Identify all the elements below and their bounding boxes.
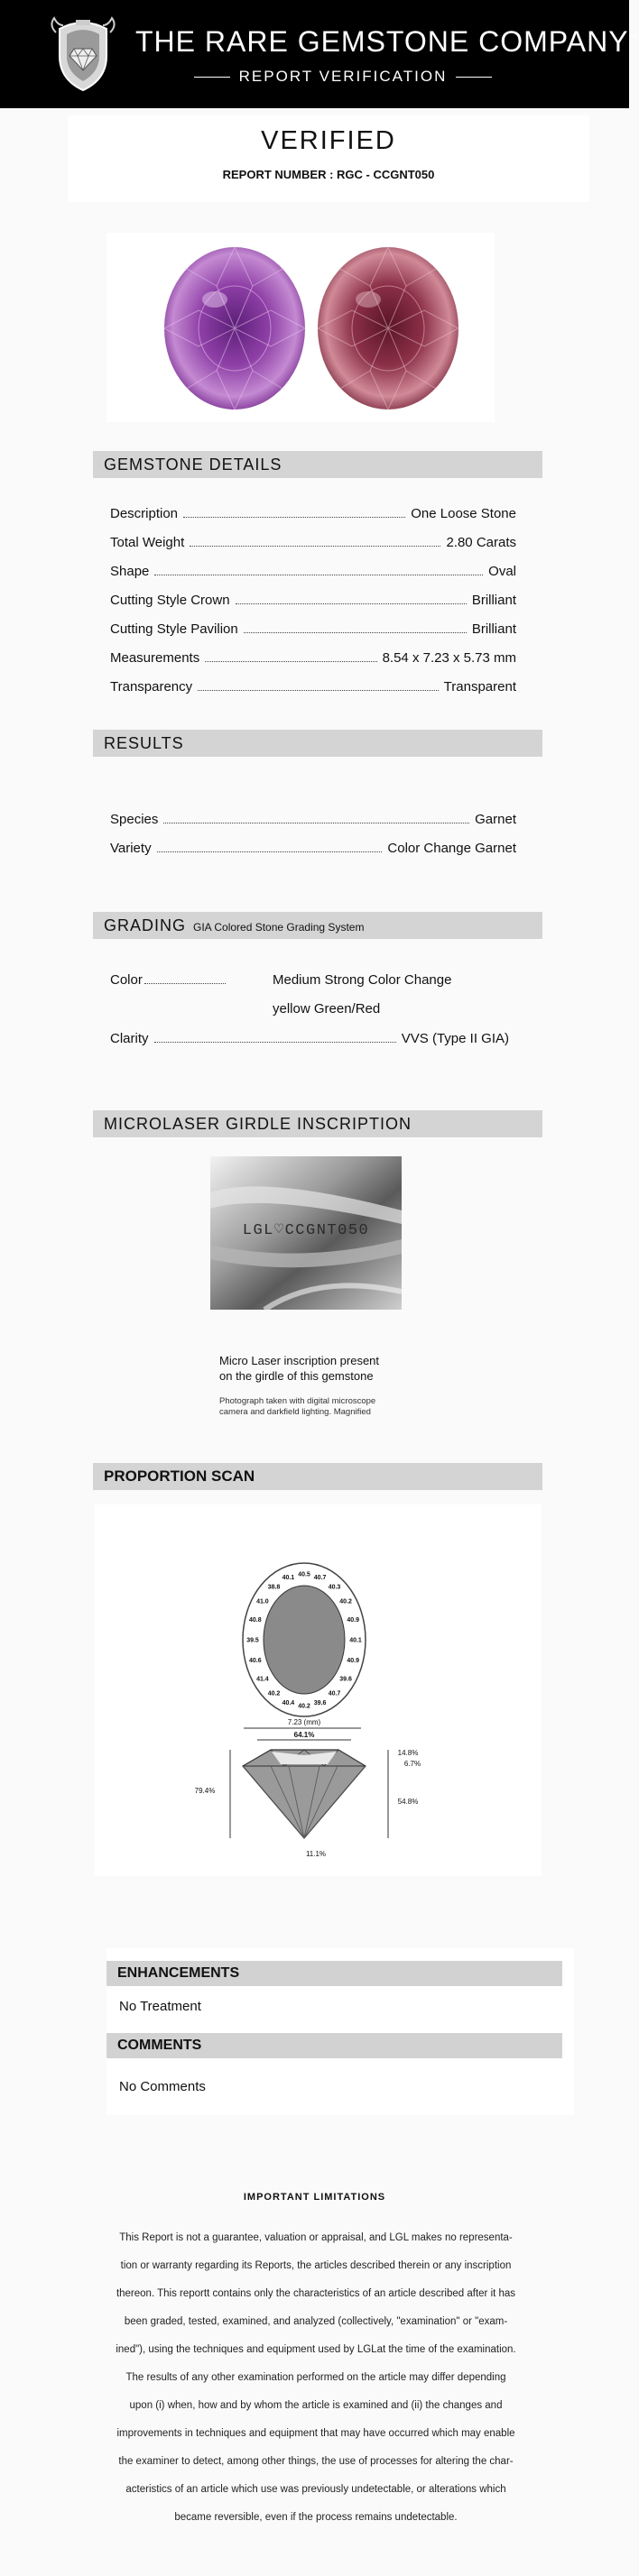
limitations-title: IMPORTANT LIMITATIONS	[243, 2192, 386, 2203]
ring-measurement-label: 40.2	[298, 1703, 310, 1710]
note-line: Photograph taken with digital microscope	[219, 1396, 376, 1406]
result-row-variety	[110, 838, 516, 856]
gemstone-photos	[106, 233, 495, 422]
subtitle-text: REPORT VERIFICATION	[238, 68, 448, 85]
ring-measurement-label: 39.6	[339, 1676, 352, 1683]
ring-measurement-label: 40.8	[248, 1616, 262, 1624]
result-label: Species	[110, 812, 159, 827]
detail-value: Oval	[488, 564, 516, 579]
verified-status: VERIFIED	[261, 126, 396, 155]
caption-line: Micro Laser inscription present	[219, 1354, 380, 1367]
proportion-scan-card	[95, 1504, 542, 1876]
detail-value: One Loose Stone	[411, 506, 516, 521]
divider-right	[456, 77, 492, 78]
microlaser-caption	[219, 1353, 379, 1384]
detail-label: Description	[110, 506, 179, 521]
microlaser-inscription-photo	[210, 1156, 402, 1310]
detail-value: Brilliant	[471, 621, 516, 637]
comments-text: No Comments	[119, 2079, 206, 2094]
detail-row-description	[110, 503, 516, 521]
ring-measurement-label: 39.5	[246, 1637, 259, 1644]
note-line: camera and darkfield lighting. Magnified	[219, 1407, 371, 1417]
report-header	[0, 0, 639, 108]
results-header: RESULTS	[93, 730, 542, 757]
ring-measurement-label: 40.1	[282, 1575, 295, 1582]
detail-row-cutting-style-crown	[110, 590, 516, 608]
microlaser-photo-note	[219, 1396, 375, 1418]
side-view-diagram	[230, 1728, 388, 1838]
limitations-line: The results of any other examination performed on the article may differ depending	[125, 2372, 506, 2383]
trademark-symbol: ™	[628, 33, 639, 44]
detail-label: Cutting Style Pavilion	[110, 621, 238, 637]
grading-color-label	[110, 972, 226, 988]
result-value: Color Change Garnet	[387, 841, 516, 856]
detail-label: Cutting Style Crown	[110, 593, 230, 608]
grading-subtitle: GIA Colored Stone Grading System	[193, 921, 365, 934]
detail-value: 2.80 Carats	[446, 535, 516, 550]
ring-measurement-label: 40.4	[282, 1699, 295, 1707]
enhancements-comments-card	[106, 1948, 574, 2115]
dot-leader	[236, 603, 467, 604]
ring-measurement-label: 40.5	[298, 1571, 310, 1578]
grading-row-clarity	[110, 1028, 509, 1046]
dot-leader	[198, 690, 439, 691]
company-name-text: THE RARE GEMSTONE COMPANY	[135, 25, 629, 58]
detail-value: Brilliant	[471, 593, 516, 608]
ring-measurement-label: 39.6	[313, 1699, 327, 1707]
ring-measurement-label: 40.2	[339, 1598, 352, 1605]
detail-label: Transparency	[110, 679, 193, 695]
detail-value: Transparent	[443, 679, 516, 695]
detail-label: Measurements	[110, 650, 200, 666]
dot-leader	[154, 1042, 396, 1043]
result-label: Variety	[110, 841, 152, 856]
culet-percent: 11.1%	[305, 1850, 327, 1858]
ring-measurement-label: 41.4	[256, 1676, 269, 1683]
enhancements-text: No Treatment	[119, 1999, 201, 2014]
detail-row-cutting-style-pavilion	[110, 619, 516, 637]
grading-label: Clarity	[110, 1031, 149, 1046]
limitations-line: ined"), using the techniques and equipment used by LGLat the time of the examination.	[116, 2344, 516, 2355]
proportion-diagram	[95, 1504, 542, 1876]
limitations-line: This Report is not a guarantee, valuation or appraisal, and LGL makes no representa-	[119, 2232, 513, 2243]
ring-measurement-label: 40.6	[248, 1658, 262, 1665]
company-name	[135, 25, 639, 59]
table-percent: 64.1%	[293, 1731, 315, 1739]
dot-leader	[144, 983, 226, 984]
pavilion-depth-percent: 54.8%	[397, 1798, 419, 1806]
ring-measurement-label: 41.0	[256, 1598, 269, 1605]
detail-value: 8.54 x 7.23 x 5.73 mm	[382, 650, 516, 666]
grading-color-value-line1: Medium Strong Color Change	[273, 972, 452, 988]
ring-measurement-label: 40.9	[347, 1616, 360, 1624]
crown-height-percent: 14.8%	[397, 1749, 419, 1757]
caption-line: on the girdle of this gemstone	[219, 1369, 374, 1383]
dot-leader	[183, 517, 405, 518]
ring-measurement-label: 40.7	[313, 1575, 327, 1582]
ring-measurement-label: 38.8	[267, 1584, 281, 1591]
width-label: 7.23 (mm)	[287, 1718, 321, 1726]
report-verification-subtitle	[194, 68, 492, 86]
inscription-text: LGL♡CCGNT050	[242, 1222, 370, 1239]
top-view-diagram	[243, 1563, 366, 1716]
result-value: Garnet	[475, 812, 516, 827]
microlaser-header: MICROLASER GIRDLE INSCRIPTION	[93, 1110, 542, 1137]
report-number: REPORT NUMBER : RGC - CCGNT050	[222, 168, 435, 181]
ring-measurement-label: 40.9	[347, 1658, 360, 1665]
enhancements-header: ENHANCEMENTS	[106, 1961, 562, 1986]
gemstone-details-header: GEMSTONE DETAILS	[93, 451, 542, 478]
grading-header	[93, 912, 542, 939]
crown-sub-percent: 6.7%	[403, 1760, 421, 1768]
detail-row-shape	[110, 561, 516, 579]
detail-row-transparency	[110, 676, 516, 695]
ring-measurement-label: 40.7	[328, 1690, 341, 1697]
detail-row-measurements	[110, 648, 516, 666]
dot-leader	[157, 851, 383, 852]
limitations-line: the examiner to detect, among other things, the use of processes for altering the char-	[118, 2456, 514, 2467]
limitations-line: acteristics of an article which use was previously undetectable, or alterations which	[125, 2484, 506, 2495]
verification-panel	[68, 115, 589, 202]
gemstone-incandescent-photo	[316, 245, 460, 412]
result-row-species	[110, 809, 516, 827]
color-label-text: Color	[110, 972, 143, 988]
limitations-line: tion or warranty regarding its Reports, the articles described therein or any inscription	[120, 2260, 512, 2271]
dot-leader	[244, 632, 467, 633]
grading-color-value-line2: yellow Green/Red	[273, 1001, 381, 1017]
proportion-scan-header: PROPORTION SCAN	[93, 1463, 542, 1490]
divider-left	[194, 77, 230, 78]
ring-measurement-label: 40.1	[349, 1637, 362, 1644]
ring-measurement-label: 40.2	[267, 1690, 281, 1697]
limitations-line: been graded, tested, examined, and analyzed (collectively, "examination" or "exam-	[124, 2316, 508, 2327]
dot-leader	[190, 546, 440, 547]
total-depth-percent: 79.4%	[194, 1787, 216, 1795]
detail-label: Total Weight	[110, 535, 185, 550]
crest-logo-icon	[47, 13, 119, 94]
limitations-line: upon (i) when, how and by whom the article is examined and (ii) the changes and	[129, 2400, 503, 2411]
grading-value: VVS (Type II GIA)	[401, 1031, 509, 1046]
limitations-line: improvements in techniques and equipment that may have occurred which may enable	[116, 2428, 515, 2439]
gemstone-daylight-photo	[162, 245, 307, 412]
detail-label: Shape	[110, 564, 150, 579]
dot-leader	[205, 661, 376, 662]
limitations-line: thereon. This reportt contains only the characteristics of an article described after it has	[116, 2288, 516, 2299]
detail-row-total-weight	[110, 532, 516, 550]
comments-header: COMMENTS	[106, 2033, 562, 2058]
limitations-line: became reversible, even if the process remains undetectable.	[174, 2512, 458, 2523]
grading-title: GRADING	[104, 916, 187, 934]
ring-measurement-label: 40.3	[328, 1584, 341, 1591]
